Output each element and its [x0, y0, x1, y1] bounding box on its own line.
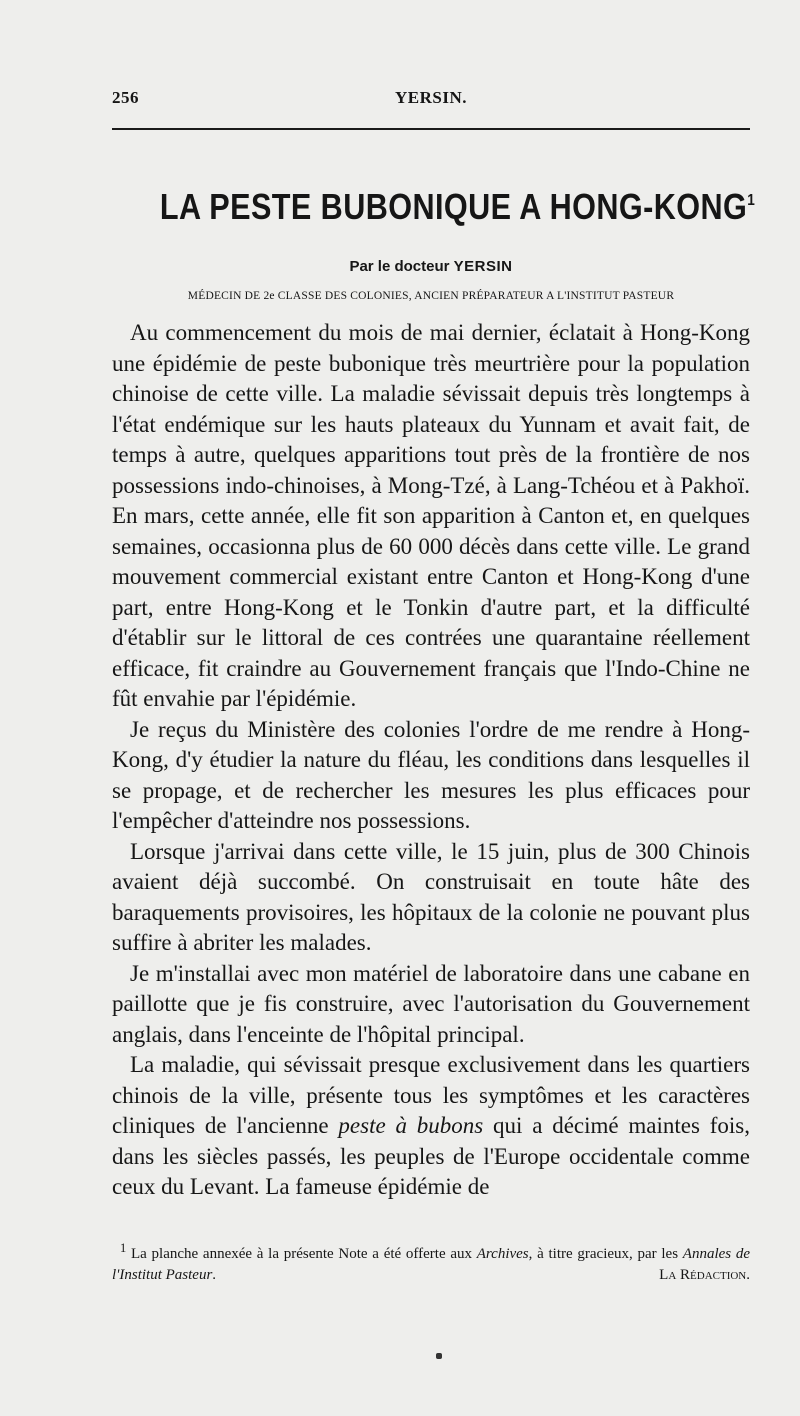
paragraph-5-italic: peste à bubons — [338, 1113, 484, 1138]
paragraph-5-end: qui a décimé maintes fois, dans les siècles passés, les peuples de l'Europe occidentale comme ceux du Levant. La fameuse épidémie de — [112, 1113, 750, 1199]
footnote — [112, 1238, 750, 1286]
footnote-marker: 1 — [120, 1241, 127, 1255]
paragraph-5 — [112, 1050, 750, 1203]
footnote-signature: La Rédaction. — [659, 1267, 750, 1283]
byline — [112, 258, 750, 275]
footnote-text — [112, 1238, 750, 1286]
byline-prefix: Par le docteur — [349, 258, 450, 275]
author-credentials: MÉDECIN DE 2e CLASSE DES COLONIES, ANCIEN PRÉPARATEUR A L'INSTITUT PASTEUR — [187, 290, 675, 302]
article-title — [159, 186, 756, 228]
ink-speck — [436, 1353, 442, 1359]
running-author: YERSIN. — [395, 88, 467, 107]
paragraph-2: Je reçus du Ministère des colonies l'ordre de me rendre à Hong-Kong, d'y étudier la nature du fléau, les conditions dans lesquelles il se propage, et de rechercher les mesures les plus efficaces pour l'empêcher d'atteindre nos possessions. — [112, 716, 750, 833]
running-head — [112, 88, 750, 114]
page-number: 256 — [112, 88, 139, 107]
footnote-part-1: La planche annexée à la présente Note a été offerte aux — [130, 1246, 477, 1262]
header-rule — [112, 128, 750, 130]
footnote-part-3: . — [212, 1267, 217, 1283]
footnote-part-2: , à titre gracieux, par les — [528, 1246, 683, 1262]
article-body — [112, 318, 750, 1203]
footnote-archives: Archives — [476, 1246, 529, 1262]
footnote-annales: Annales de l'Institut Pasteur — [112, 1246, 751, 1283]
article-title-text: LA PESTE BUBONIQUE A HONG-KONG — [159, 186, 748, 227]
paragraph-1: Au commencement du mois de mai dernier, éclatait à Hong-Kong une épidémie de peste bubonique très meurtrière pour la population chinoise de cette ville. La maladie sévissait depuis très longtemps à l'état endémique sur les hauts plateaux du Yunnam et avait fait, de temps à autre, quelques apparitions tout près de la frontière de nos possessions indo-chinoises, à Mong-Tzé, à Lang-Tchéou et à Pakhoï. En mars, cette année, elle fit son apparition à Canton et, en quelques semaines, occasionna plus de 60 000 décès dans cette ville. Le grand mouvement commercial existant entre Canton et Hong-Kong d'une part, entre Hong-Kong et le Tonkin d'autre part, et la difficulté d'établir sur le littoral de ces contrées une quarantaine réellement efficace, fit craindre au Gouvernement français que l'Indo-Chine ne fût envahie par l'épidémie. — [112, 320, 750, 711]
paragraph-5-start: La maladie, qui sévissait presque exclusivement dans les quartiers chinois de la ville, présente tous les symptômes et les caractères cliniques de l'ancienne — [112, 1052, 750, 1138]
paragraph-4: Je m'installai avec mon matériel de laboratoire dans une cabane en paillotte que je fis construire, avec l'autorisation du Gouvernement anglais, dans l'enceinte de l'hôpital principal. — [112, 960, 750, 1047]
paragraph-3: Lorsque j'arrivai dans cette ville, le 15 juin, plus de 300 Chinois avaient déjà succombé. On construisait en toute hâte des baraquements provisoires, les hôpitaux de la colonie ne pouvant plus suffire à abriter les malades. — [112, 838, 750, 955]
title-footnote-marker: 1 — [747, 192, 756, 209]
byline-author: YERSIN — [453, 258, 513, 275]
